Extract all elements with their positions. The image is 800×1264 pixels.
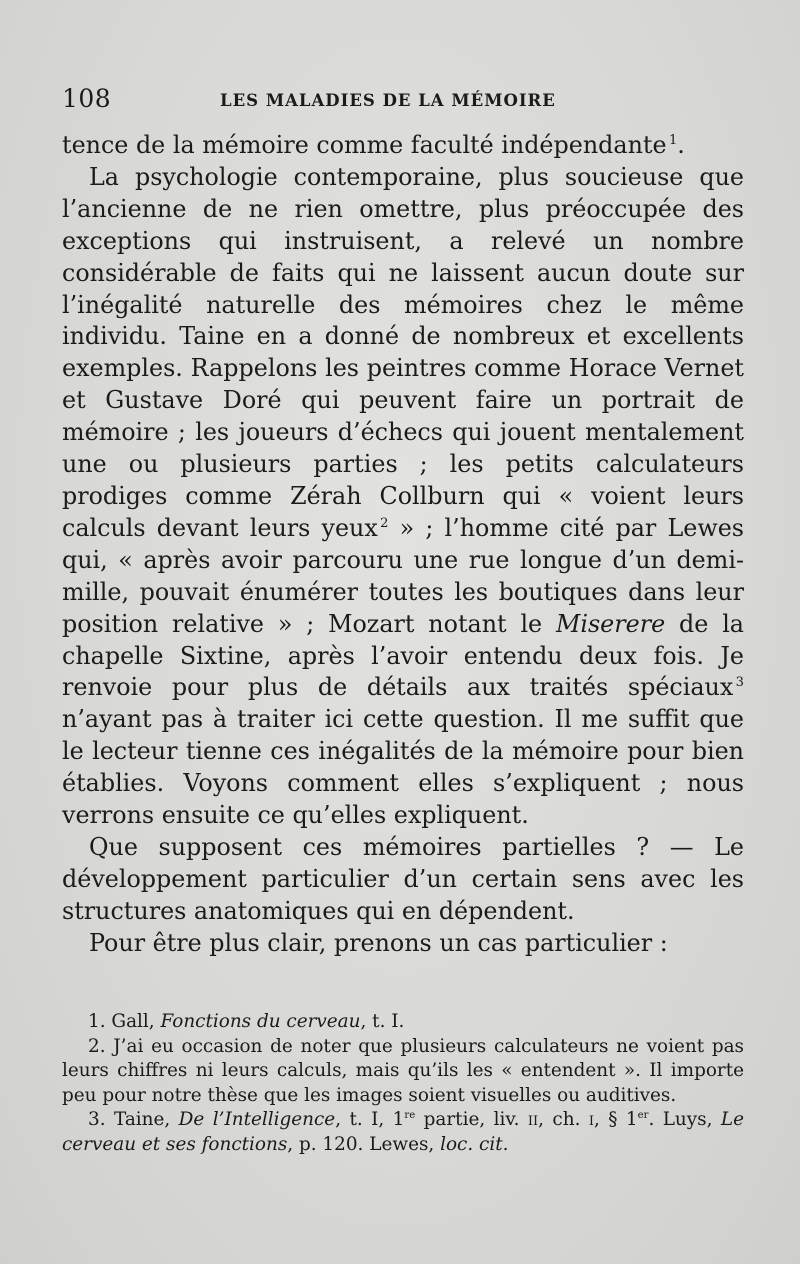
- body-text: [62, 130, 744, 960]
- footnote-text: 3. Taine,: [88, 1109, 179, 1130]
- footnote-italic: De l’Intelligence: [178, 1109, 336, 1130]
- footnote-ref: 1: [668, 133, 678, 149]
- footnote-text: , p. 120. Lewes,: [287, 1133, 441, 1155]
- running-title: LES MALADIES DE LA MÉMOIRE: [220, 91, 556, 110]
- paragraph-text: n’ayant pas à traiter ici cette question. Il me suffit que le lecteur tienne ces inégalités de la mémoire pour bien établies. Voyons comment elles s’expliquent ; nous verrons ensuite ce qu’elles expliquent.: [62, 705, 744, 830]
- paragraph: Que supposent ces mémoires partielles ? — Le développement particulier d’un certain sens avec les structures anatomiques qui en dépendent.: [62, 832, 744, 925]
- footnote-3: [62, 1108, 744, 1157]
- paragraph-continuation: tence de la mémoire comme faculté indépendante $^1$.: [62, 131, 685, 159]
- footnote-text: . Luys,: [648, 1109, 721, 1130]
- footnote-text: , ch.: [538, 1109, 589, 1130]
- footnote-text: , t. I.: [360, 1011, 405, 1032]
- footnote-italic: Le cerveau et ses fonctions: [62, 1109, 744, 1155]
- paragraph: Pour être plus clair, prenons un cas particulier :: [89, 928, 668, 957]
- italic-title: Miserere: [555, 609, 666, 638]
- footnote-superscript: er: [637, 1109, 649, 1121]
- footnote-ref: 2: [380, 515, 389, 531]
- running-head: [62, 82, 744, 116]
- footnote-smallcaps: i: [588, 1109, 594, 1130]
- paragraph-text: tence de la mémoire comme faculté indépendante: [62, 131, 667, 159]
- footnote-italic: loc. cit.: [440, 1133, 509, 1155]
- footnote-superscript: re: [404, 1109, 416, 1121]
- paragraph-text: de la chapelle Sixtine, après l’avoir entendu deux fois. Je renvoie pour plus de détails aux traités spéciaux: [62, 609, 744, 702]
- footnote-2: 2. J’ai eu occasion de noter que plusieurs calculateurs ne voient pas leurs chiffres ni leurs calculs, mais qu’ils les « entendent ». Il importe peu pour notre thèse que les images soient visuelles ou auditives.: [62, 1035, 744, 1106]
- footnote-text: partie, liv.: [415, 1109, 528, 1130]
- paragraph-text: » ; l’homme cité par Lewes qui, « après avoir parcouru une rue longue d’un demi-mille, pouvait énumérer toutes les boutiques dans leur position relative » ; Mozart notant le: [62, 513, 744, 638]
- footnote-ref: 3: [735, 675, 744, 691]
- footnotes: [62, 1010, 744, 1157]
- footnote-1: [62, 1010, 744, 1035]
- footnote-text: , § 1: [594, 1109, 638, 1130]
- paragraph: [62, 162, 744, 832]
- book-page: [62, 82, 744, 960]
- page-number: 108: [62, 84, 112, 113]
- footnote-text: 1. Gall,: [88, 1011, 161, 1032]
- footnote-italic: Fonctions du cerveau: [160, 1011, 361, 1032]
- paragraph-text: La psychologie contemporaine, plus soucieuse que l’ancienne de ne rien omettre, plus préoccupée des exceptions qui instruisent, a relevé un nombre considérable de faits qui ne laissent aucun doute sur l’inégalité naturelle des mémoires chez le même individu. Taine en a donné de nombreux et excellents exemples. Rappelons les peintres comme Horace Vernet et Gustave Doré qui peuvent faire un portrait de mémoire ; les joueurs d’échecs qui jouent mentalement une ou plusieurs parties ; les petits calculateurs prodiges comme Zérah Collburn qui « voient leurs calculs devant leurs yeux: [62, 162, 744, 542]
- footnote-smallcaps: ii: [527, 1109, 539, 1130]
- footnote-text: , t. I, 1: [335, 1109, 405, 1130]
